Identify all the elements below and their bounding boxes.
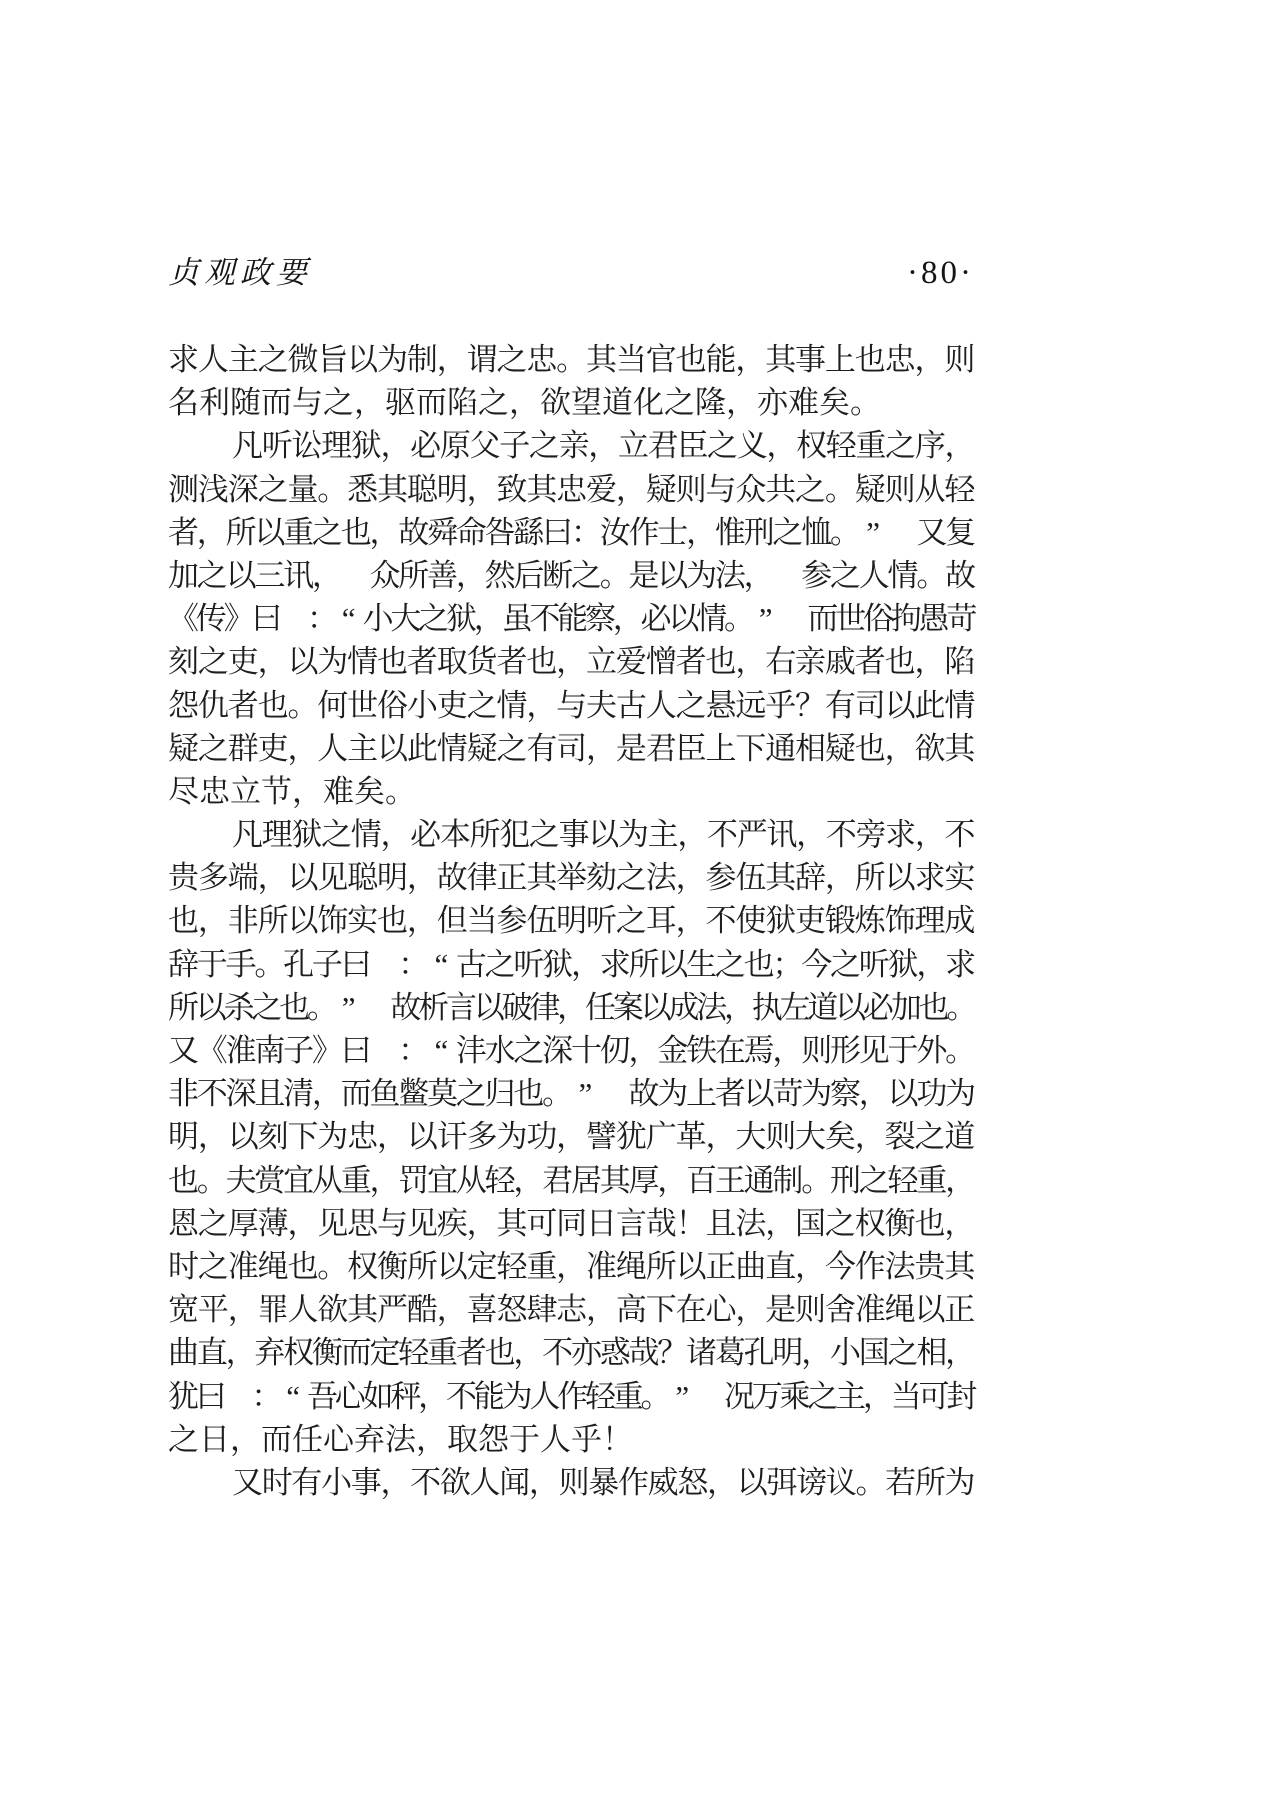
text-line: 之日，而任心弃法，取怨于人乎！ (168, 1421, 633, 1457)
text-line: 凡 理 狱 之 情 ， 必 本 所 犯 之 事 以 为 主 ， 不 严 讯 ， 不 旁 求 ， 不 (232, 817, 976, 853)
text-line: 《 传 》 曰 ： “ 小 大 之 狱 ， 虽 不 能 察 ， 必 以 情 。 ” 而 世 俗 拘 愚 苛 (168, 601, 978, 637)
text-line: 时 之 准 绳 也 。 权 衡 所 以 定 轻 重 ， 准 绳 所 以 正 曲 直 ， 今 作 法 贵 其 (168, 1248, 976, 1284)
text-line: 测 浅 深 之 量 。 悉 其 聪 明 ， 致 其 忠 爱 ， 疑 则 与 众 共 之 。 疑 则 从 轻 (168, 471, 976, 507)
text-line: 贵 多 端 ， 以 见 聪 明 ， 故 律 正 其 举 劾 之 法 ， 参 伍 其 辞 ， 所 以 求 实 (168, 860, 976, 896)
book-title: 贞观政要 (168, 255, 312, 290)
text-line: 辞 于 手 。 孔 子 曰 ： “ 古 之 听 狱 ， 求 所 以 生 之 也 ； 今 之 听 狱 ， 求 (168, 946, 977, 982)
text-line: 所 以 杀 之 也 。 ” 故 析 言 以 破 律 ， 任 案 以 成 法 ， 执 左 道 以 必 加 也 。 (168, 989, 978, 1025)
text-line: 怨 仇 者 也 。 何 世 俗 小 吏 之 情 ， 与 夫 古 人 之 悬 远 乎 ？ 有 司 以 此 情 (168, 687, 976, 723)
text-line: 宽 平 ， 罪 人 欲 其 严 酷 ， 喜 怒 肆 志 ， 高 下 在 心 ， 是 则 舍 准 绳 以 正 (168, 1292, 976, 1328)
text-line: 疑 之 群 吏 ， 人 主 以 此 情 疑 之 有 司 ， 是 君 臣 上 下 通 相 疑 也 ， 欲 其 (168, 730, 976, 766)
text-line: 加 之 以 三 讯 ， 众 所 善 ， 然 后 断 之 。 是 以 为 法 ， 参 之 人 情 。 故 (168, 557, 977, 593)
text-line: 刻 之 吏 ， 以 为 情 也 者 取 货 者 也 ， 立 爱 憎 者 也 ， 右 亲 戚 者 也 ， 陷 (168, 644, 976, 680)
text-line: 凡 听 讼 理 狱 ， 必 原 父 子 之 亲 ， 立 君 臣 之 义 ， 权 轻 重 之 序 ， (232, 428, 976, 464)
page-body (168, 338, 978, 1504)
text-line: 犹 曰 ： “ 吾 心 如 秤 ， 不 能 为 人 作 轻 重 。 ” 况 万 乘 之 主 ， 当 可 封 (168, 1378, 978, 1414)
page-number: ·80· (907, 255, 974, 291)
page-header (168, 240, 974, 292)
text-line: 也 ， 非 所 以 饰 实 也 ， 但 当 参 伍 明 听 之 耳 ， 不 使 狱 吏 锻 炼 饰 理 成 (168, 903, 976, 939)
text-line: 又 《 淮 南 子 》 曰 ： “ 沣 水 之 深 十 仞 ， 金 铁 在 焉 ， 则 形 见 于 外 。 (168, 1033, 977, 1068)
text-line: 也 。 夫 赏 宜 从 重 ， 罚 宜 从 轻 ， 君 居 其 厚 ， 百 王 通 制 。 刑 之 轻 重 ， (168, 1162, 977, 1198)
text-line: 明 ， 以 刻 下 为 忠 ， 以 讦 多 为 功 ， 譬 犹 广 革 ， 大 则 大 矣 ， 裂 之 道 (168, 1119, 976, 1155)
text-line: 尽忠立节，难矣。 (168, 773, 416, 809)
text-line: 曲 直 ， 弃 权 衡 而 定 轻 重 者 也 ， 不 亦 惑 哉 ？ 诸 葛 孔 明 ， 小 国 之 相 ， (168, 1335, 977, 1371)
text-line: 求 人 主 之 微 旨 以 为 制 ， 谓 之 忠 。 其 当 官 也 能 ， 其 事 上 也 忠 ， 则 (168, 342, 976, 377)
text-line: 名利随而与之，驱而陷之，欲望道化之隆，亦难矣。 (168, 385, 881, 421)
text-line: 者 ， 所 以 重 之 也 ， 故 舜 命 咎 繇 曰 ： 汝 作 士 ， 惟 刑 之 恤 。 ” 又 复 (168, 514, 977, 550)
text-line: 非 不 深 且 清 ， 而 鱼 鳖 莫 之 归 也 。 ” 故 为 上 者 以 苛 为 察 ， 以 功 为 (168, 1076, 977, 1112)
text-line: 恩 之 厚 薄 ， 见 思 与 见 疾 ， 其 可 同 日 言 哉 ！ 且 法 ， 国 之 权 衡 也 ， (168, 1205, 976, 1241)
text-line: 又 时 有 小 事 ， 不 欲 人 闻 ， 则 暴 作 威 怒 ， 以 弭 谤 议 。 若 所 为 (232, 1464, 976, 1500)
